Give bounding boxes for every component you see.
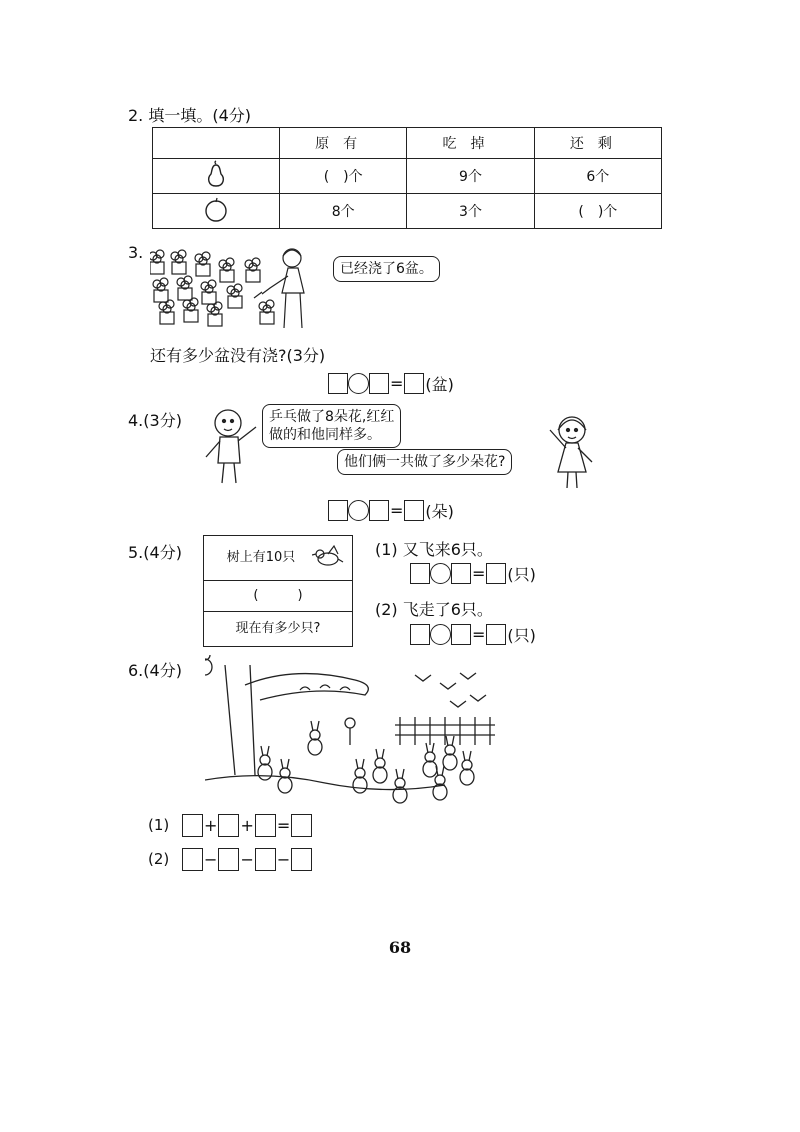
q3-speech-bubble: 已经浇了6盆。 — [333, 256, 440, 282]
q5-box-row1 — [204, 536, 352, 581]
minus-sign: − — [204, 850, 218, 869]
table-row — [153, 194, 662, 229]
plus-sign: + — [240, 816, 254, 835]
minus-sign: − — [240, 850, 254, 869]
q5-unit-2: (只) — [507, 626, 536, 645]
operator-circle[interactable] — [430, 624, 451, 645]
answer-box[interactable] — [404, 500, 424, 521]
operator-circle[interactable] — [348, 373, 369, 394]
q5-box-text1: 树上有10只 — [226, 550, 296, 565]
apple-icon — [203, 196, 229, 222]
equals-sign: = — [276, 816, 291, 835]
table-row — [153, 159, 662, 194]
header-remaining: 还剩 — [534, 128, 661, 159]
answer-box[interactable] — [404, 373, 424, 394]
q4-speech1-line2: 做的和他同样多。 — [269, 427, 381, 443]
answer-box[interactable] — [255, 848, 276, 871]
answer-box[interactable] — [369, 500, 389, 521]
answer-box[interactable] — [218, 848, 239, 871]
boy-illustration — [200, 405, 262, 487]
operator-circle[interactable] — [430, 563, 451, 584]
q6-equation-1 — [148, 814, 312, 837]
answer-box[interactable] — [291, 848, 312, 871]
q5-equation-1 — [410, 562, 537, 585]
header-eaten: 吃掉 — [407, 128, 534, 159]
cell-pear-eaten: 9个 — [407, 159, 534, 194]
girl-illustration — [540, 412, 602, 492]
equals-sign: = — [472, 564, 486, 583]
q5-box-row3: 现在有多少只? — [235, 621, 321, 636]
answer-box[interactable] — [451, 563, 471, 584]
forest-animals-illustration — [205, 655, 505, 815]
flower-pots-illustration — [150, 248, 335, 338]
answer-box[interactable] — [182, 814, 203, 837]
answer-box[interactable] — [291, 814, 312, 837]
q2-title: 2. 填一填。(4分) — [128, 106, 252, 125]
pear-cell — [153, 159, 280, 194]
q6-equation-2 — [148, 848, 312, 871]
bird-icon — [312, 544, 344, 570]
answer-box[interactable] — [451, 624, 471, 645]
q5-info-box — [203, 535, 353, 647]
answer-box[interactable] — [328, 373, 348, 394]
equals-sign: = — [390, 501, 404, 520]
operator-circle[interactable] — [348, 500, 369, 521]
cell-pear-remaining: 6个 — [534, 159, 661, 194]
q6-label: 6.(4分) — [128, 661, 182, 680]
answer-box[interactable] — [218, 814, 239, 837]
answer-box[interactable] — [410, 563, 430, 584]
answer-box[interactable] — [328, 500, 348, 521]
cell-pear-original: ( )个 — [280, 159, 407, 194]
plus-sign: + — [204, 816, 218, 835]
q4-label: 4.(3分) — [128, 411, 182, 430]
q5-unit-1: (只) — [507, 565, 536, 584]
table-header-row — [153, 128, 662, 159]
q3-question: 还有多少盆没有浇?(3分) — [150, 346, 326, 365]
cell-apple-original: 8个 — [280, 194, 407, 229]
table-header-empty — [153, 128, 280, 159]
q3-number: 3. — [128, 243, 144, 262]
q5-part2: (2) 飞走了6只。 — [375, 600, 493, 619]
q5-equation-2 — [410, 623, 537, 646]
q6-eq2-label: (2) — [148, 850, 170, 868]
q4-unit: (朵) — [425, 502, 454, 521]
q4-speech-bubble-1 — [262, 404, 401, 448]
answer-box[interactable] — [255, 814, 276, 837]
answer-box[interactable] — [369, 373, 389, 394]
equals-sign: = — [390, 374, 404, 393]
pear-icon — [205, 160, 227, 188]
answer-box[interactable] — [410, 624, 430, 645]
answer-box[interactable] — [486, 624, 506, 645]
minus-sign: − — [276, 850, 291, 869]
header-original: 原有 — [280, 128, 407, 159]
page-number: 68 — [388, 938, 412, 957]
cell-apple-remaining: ( )个 — [534, 194, 661, 229]
q5-part1: (1) 又飞来6只。 — [375, 540, 493, 559]
q2-table — [152, 127, 662, 229]
cell-apple-eaten: 3个 — [407, 194, 534, 229]
q3-equation — [328, 372, 455, 395]
q5-label: 5.(4分) — [128, 543, 182, 562]
q4-speech1-line1: 乒乓做了8朵花,红红 — [269, 409, 395, 425]
q4-equation — [328, 499, 455, 522]
apple-cell — [153, 194, 280, 229]
q5-box-row2: ( ) — [204, 581, 352, 612]
q3-unit: (盆) — [425, 375, 454, 394]
q6-eq1-label: (1) — [148, 816, 170, 834]
equals-sign: = — [472, 625, 486, 644]
answer-box[interactable] — [182, 848, 203, 871]
q4-speech-bubble-2: 他们俩一共做了多少朵花? — [337, 449, 512, 475]
answer-box[interactable] — [486, 563, 506, 584]
